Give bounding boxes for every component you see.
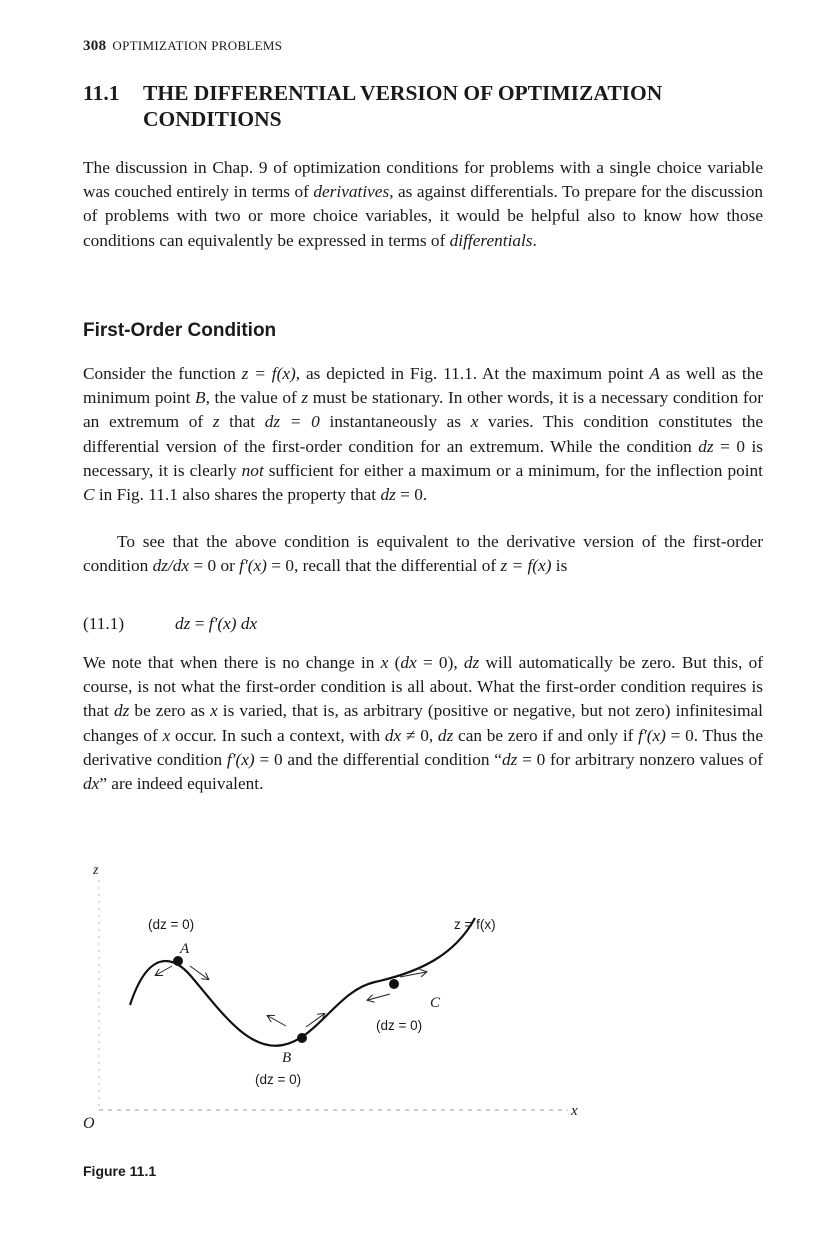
equation-label: (11.1) <box>83 614 125 633</box>
text: = 0, recall that the differential of <box>266 556 501 576</box>
text: , as against differentials. To prepare for the discussion of problems with two or more choice variables, it would be helpful also to know how those conditions can equivalently be expressed in terms of <box>83 182 763 250</box>
axis-label-x: x <box>571 1103 578 1119</box>
math: f′(x) <box>226 749 255 769</box>
text: = 0. <box>395 485 428 505</box>
running-head-title: OPTIMIZATION PROBLEMS <box>112 38 283 53</box>
text: The discussion in Chap. 9 of optimization conditions for problems with a single choice variable was couched entirely in terms of <box>83 158 763 202</box>
text: sufficient for either a maximum or a minimum, for the inflection point <box>263 460 763 480</box>
math: dz <box>437 725 454 745</box>
text: = 0 is necessary, it is clearly <box>83 436 764 480</box>
text: ” are indeed equivalent. <box>99 774 264 794</box>
tangent-arrow-c-down <box>368 994 390 1000</box>
math: x <box>380 653 389 672</box>
point-b-dot <box>297 1033 307 1043</box>
origin-label: O <box>83 1115 95 1132</box>
text: must be stationary. In other words, it is a necessary condition for an extremum of <box>83 388 763 432</box>
equation-equals: = <box>190 614 209 633</box>
math: f′(x) <box>239 556 267 576</box>
math: dz/dx <box>152 556 190 576</box>
axis-label-z: z <box>93 863 99 878</box>
point-c-dot <box>389 979 399 989</box>
math: dz <box>113 701 130 721</box>
math: dz <box>698 436 714 456</box>
page-number: 308 <box>83 38 107 54</box>
emphasis: differentials <box>449 230 533 250</box>
point-a-label: A <box>180 941 190 957</box>
math: z = f(x) <box>241 364 296 383</box>
math: dx <box>384 725 402 745</box>
text: = 0 and the differential condition “ <box>254 749 502 769</box>
text: Consider the function <box>83 364 242 383</box>
text: = 0 or <box>189 556 240 576</box>
math: z <box>212 412 220 432</box>
emphasis: derivatives <box>313 182 390 202</box>
math: z = f(x) <box>500 556 552 576</box>
section-title-line1: THE DIFFERENTIAL VERSION OF OPTIMIZATION <box>143 81 663 105</box>
math: C <box>83 485 95 505</box>
math: B <box>195 388 206 408</box>
dz-label-c: (dz = 0) <box>376 1018 423 1033</box>
math: f′(x) <box>638 725 666 745</box>
math: z <box>301 388 309 408</box>
text: is varied, that is, as arbitrary (positive or negative, but not zero) infinitesimal changes of <box>83 701 763 745</box>
text: , the value of <box>205 388 302 408</box>
text: instantaneously as <box>319 412 471 432</box>
math: dx <box>83 774 100 794</box>
text: = 0 for arbitrary nonzero values of <box>517 749 763 769</box>
text: To see that the above condition is equivalent to the derivative version of the first-order condition <box>83 532 763 576</box>
math: x <box>162 725 171 745</box>
figure-caption: Figure 11.1 <box>83 1163 157 1179</box>
tangent-arrow-a-left <box>156 966 172 975</box>
emphasis: not <box>241 460 264 480</box>
function-curve <box>130 918 475 1046</box>
text: is <box>551 556 568 576</box>
math: dz <box>380 485 396 505</box>
text: be zero as <box>129 701 211 721</box>
text: will automatically be zero. But this, of course, is not what the first-order condition is all about. What the first-order condition requires is that <box>83 653 763 721</box>
text: that <box>219 412 265 432</box>
text: . <box>532 230 537 250</box>
point-c-label: C <box>430 995 441 1011</box>
equation-lhs: dz <box>175 614 191 633</box>
math: x <box>470 412 479 432</box>
point-b-label: B <box>282 1050 292 1066</box>
math: dz <box>463 653 480 672</box>
text: ≠ 0, <box>401 725 438 745</box>
math: A <box>649 364 660 383</box>
math: dx <box>400 653 417 672</box>
text: = 0), <box>416 653 464 672</box>
text: as well as the minimum point <box>83 364 764 408</box>
section-number: 11.1 <box>83 81 120 105</box>
math: dz = 0 <box>264 412 320 432</box>
equation-rhs: f′(x) dx <box>208 614 258 633</box>
dz-label-a: (dz = 0) <box>148 917 195 932</box>
subheading: First-Order Condition <box>83 320 277 341</box>
text: in Fig. 11.1 also shares the property that <box>94 485 381 505</box>
text: , as depicted in Fig. 11.1. At the maximum point <box>295 364 650 383</box>
text: = 0. Thus the derivative condition <box>83 725 763 769</box>
dz-label-b: (dz = 0) <box>255 1072 302 1087</box>
text: ( <box>388 653 401 672</box>
text: We note that when there is no change in <box>83 653 381 672</box>
math: x <box>210 701 218 721</box>
math: dz <box>501 749 518 769</box>
text: occur. In such a context, with <box>170 725 385 745</box>
text: can be zero if and only if <box>453 725 639 745</box>
curve-label: z = f(x) <box>454 917 496 932</box>
section-title-line2: CONDITIONS <box>143 107 282 131</box>
text: varies. This condition constitutes the differential version of the first-order condition for an extremum. While the condition <box>83 412 764 456</box>
tangent-arrow-b-left <box>268 1016 286 1026</box>
